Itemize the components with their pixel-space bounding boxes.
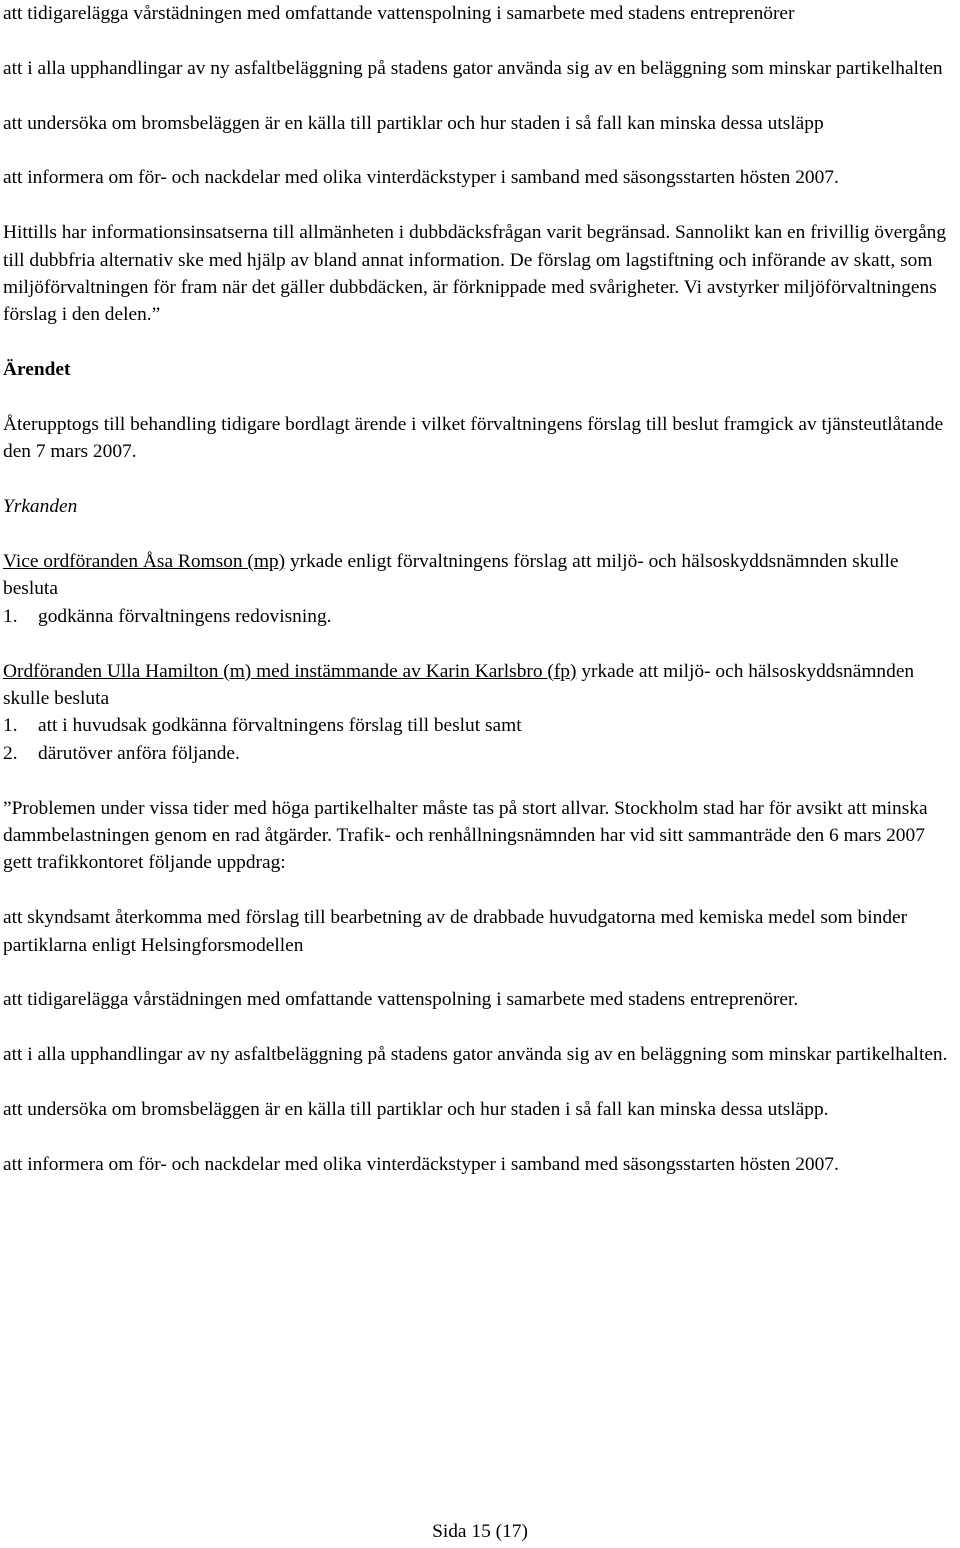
bottom-list-item-1: att skyndsamt återkomma med förslag till bearbetning av de drabbade huvudgatorna med kemiska medel som binder partiklarna enligt Helsingforsmodellen: [3, 907, 908, 956]
list-text: därutöver anföra följande.: [38, 742, 240, 764]
yrkande-1-intro: [3, 548, 948, 603]
document-body: [3, 0, 948, 1178]
yrkande-2-text: yrkade att miljö- och hälsoskyddsnämnden skulle besluta: [3, 660, 915, 710]
list-number: 2.: [3, 742, 18, 764]
top-list-item-3: att undersöka om bromsbeläggen är en källa till partiklar och hur staden i så fall kan minska dessa utsläpp: [3, 112, 824, 134]
list-number: 1.: [3, 605, 18, 627]
top-list-item-2: att i alla upphandlingar av ny asfaltbeläggning på stadens gator använda sig av en beläggning som minskar partikelhalten: [3, 57, 943, 79]
list-text: godkänna förvaltningens redovisning.: [38, 605, 332, 627]
yrkande-2: [3, 658, 948, 768]
info-paragraph: Hittills har informationsinsatserna till allmänheten i dubbdäcksfrågan varit begränsad. Sannolikt kan en frivillig övergång till dubbfria alternativ ske med hjälp av bland annat information. De förslag om lagstiftning och införande av skatt, som miljöförvaltningen för fram när det gäller dubbdäcken, är förknippade med svårigheter. Vi avstyrker miljöförvaltningens förslag i den delen.”: [3, 222, 947, 326]
bottom-list-item-3: att i alla upphandlingar av ny asfaltbeläggning på stadens gator använda sig av en beläggning som minskar partikelhalten.: [3, 1044, 948, 1066]
list-number: 1.: [3, 715, 18, 737]
section-heading-arendet: Ärendet: [3, 359, 71, 381]
quote-paragraph: ”Problemen under vissa tider med höga partikelhalter måste tas på stort allvar. Stockholm stad har för avsikt att minska dammbelastningen genom en rad åtgärder. Trafik- och renhållningsnämnden har vid sitt sammanträde den 6 mars 2007 gett trafikkontoret följande uppdrag:: [3, 797, 928, 874]
yrkande-2-intro: [3, 658, 948, 713]
top-list-item-1: att tidigarelägga vårstädningen med omfattande vattenspolning i samarbete med stadens entreprenörer: [3, 3, 795, 24]
section-heading-yrkanden: Yrkanden: [3, 496, 78, 518]
top-list-item-4: att informera om för- och nackdelar med olika vinterdäckstyper i samband med säsongsstarten hösten 2007.: [3, 167, 839, 189]
yrkande-2-speaker: Ordföranden Ulla Hamilton (m) med instämmande av Karin Karlsbro (fp): [3, 660, 577, 682]
page-number-footer: Sida 15 (17): [432, 1521, 528, 1542]
bottom-list-item-5: att informera om för- och nackdelar med olika vinterdäckstyper i samband med säsongsstarten hösten 2007.: [3, 1153, 839, 1175]
list-text: att i huvudsak godkänna förvaltningens förslag till beslut samt: [38, 715, 522, 737]
bottom-list-item-2: att tidigarelägga vårstädningen med omfattande vattenspolning i samarbete med stadens entreprenörer.: [3, 989, 799, 1011]
yrkande-1: [3, 548, 948, 630]
arendet-paragraph: Återupptogs till behandling tidigare bordlagt ärende i vilket förvaltningens förslag till beslut framgick av tjänsteutlåtande den 7 mars 2007.: [3, 414, 944, 463]
yrkande-2-item: [3, 740, 948, 767]
yrkande-1-item: [3, 603, 948, 630]
yrkande-1-text: yrkade enligt förvaltningens förslag att miljö- och hälsoskyddsnämnden skulle besluta: [3, 551, 899, 600]
bottom-list-item-4: att undersöka om bromsbeläggen är en källa till partiklar och hur staden i så fall kan minska dessa utsläpp.: [3, 1099, 829, 1121]
yrkande-1-speaker: Vice ordföranden Åsa Romson (mp): [3, 551, 286, 572]
yrkande-2-item: [3, 712, 948, 739]
